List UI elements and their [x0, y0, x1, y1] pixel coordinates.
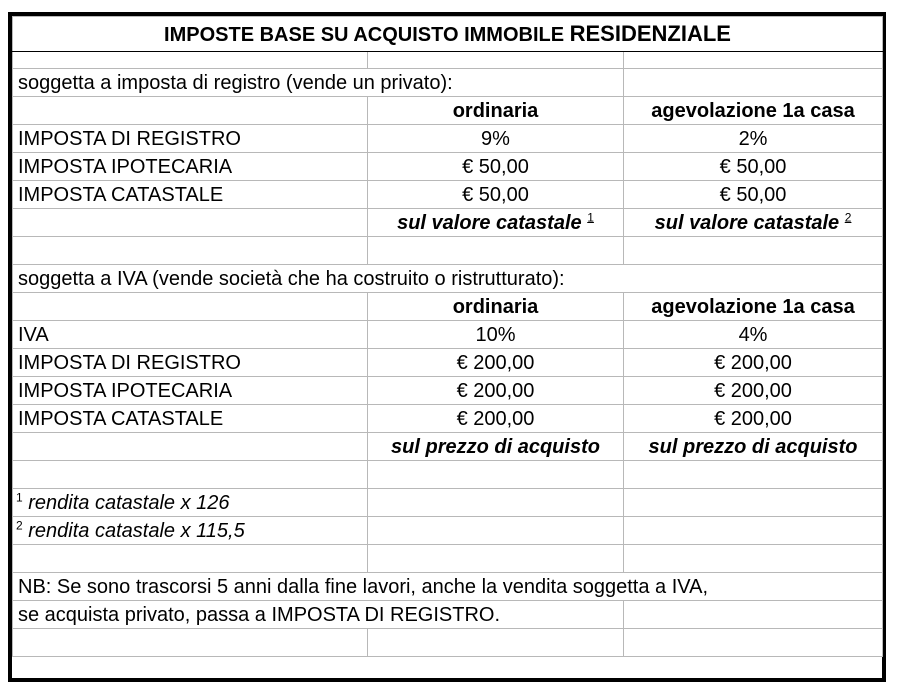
cell[interactable] — [13, 209, 368, 237]
iva-heading-row — [13, 265, 883, 293]
row-label[interactable]: IMPOSTA CATASTALE — [13, 405, 368, 433]
cell[interactable] — [368, 517, 624, 545]
cell[interactable] — [13, 293, 368, 321]
cell[interactable] — [368, 489, 624, 517]
cell[interactable] — [624, 601, 883, 629]
table-row — [13, 125, 883, 153]
value-agevolazione[interactable]: € 200,00 — [624, 405, 883, 433]
cell[interactable] — [368, 629, 624, 657]
cell[interactable] — [624, 461, 883, 489]
registro-columns-row — [13, 97, 883, 125]
cell[interactable] — [368, 52, 624, 69]
table-row — [13, 321, 883, 349]
value-agevolazione[interactable]: 4% — [624, 321, 883, 349]
table-row — [13, 405, 883, 433]
iva-basis-agevolazione[interactable]: sul prezzo di acquisto — [624, 433, 883, 461]
spacer-row — [13, 237, 883, 265]
spacer-row — [13, 629, 883, 657]
footnote-ref: 2 — [844, 209, 852, 224]
table-row — [13, 153, 883, 181]
cell[interactable] — [13, 433, 368, 461]
footnote-row — [13, 517, 883, 545]
table-row — [13, 181, 883, 209]
cell[interactable] — [368, 545, 624, 573]
value-agevolazione[interactable]: € 200,00 — [624, 349, 883, 377]
table-row — [13, 349, 883, 377]
title-emphasis: RESIDENZIALE — [569, 21, 731, 46]
cell[interactable] — [13, 545, 368, 573]
cell[interactable] — [624, 545, 883, 573]
cell[interactable] — [13, 97, 368, 125]
footnote-ref: 1 — [587, 209, 594, 224]
iva-col-agevolazione[interactable]: agevolazione 1a casa — [624, 293, 883, 321]
registro-basis-ordinaria[interactable] — [368, 209, 624, 237]
cell[interactable] — [368, 237, 624, 265]
cell[interactable] — [624, 489, 883, 517]
row-label[interactable]: IMPOSTA CATASTALE — [13, 181, 368, 209]
basis-text: sul valore catastale — [397, 211, 582, 234]
registro-heading-row — [13, 69, 883, 97]
row-label[interactable]: IMPOSTA DI REGISTRO — [13, 349, 368, 377]
note-line-1[interactable]: NB: Se sono trascorsi 5 anni dalla fine lavori, anche la vendita soggetta a IVA, — [13, 573, 883, 601]
title-main: IMPOSTE BASE SU ACQUISTO IMMOBILE — [164, 24, 570, 46]
title-row — [13, 17, 883, 52]
row-label[interactable]: IMPOSTA IPOTECARIA — [13, 153, 368, 181]
sheet-title[interactable] — [13, 17, 883, 52]
value-ordinaria[interactable]: € 200,00 — [368, 349, 624, 377]
value-agevolazione[interactable]: € 50,00 — [624, 153, 883, 181]
row-label[interactable]: IMPOSTA DI REGISTRO — [13, 125, 368, 153]
registro-basis-agevolazione[interactable] — [624, 209, 883, 237]
registro-heading[interactable]: soggetta a imposta di registro (vende un privato): — [13, 69, 624, 97]
value-ordinaria[interactable]: € 200,00 — [368, 405, 624, 433]
footnote-marker: 2 — [16, 517, 23, 532]
row-label[interactable]: IMPOSTA IPOTECARIA — [13, 377, 368, 405]
row-label[interactable]: IVA — [13, 321, 368, 349]
table-row — [13, 377, 883, 405]
footnote-marker: 1 — [16, 489, 23, 504]
cell[interactable] — [368, 461, 624, 489]
iva-heading[interactable]: soggetta a IVA (vende società che ha costruito o ristrutturato): — [13, 265, 883, 293]
note-line-2[interactable]: se acquista privato, passa a IMPOSTA DI REGISTRO. — [13, 601, 624, 629]
value-agevolazione[interactable]: € 200,00 — [624, 377, 883, 405]
footnote-text: rendita catastale x 115,5 — [28, 519, 245, 542]
iva-basis-ordinaria[interactable]: sul prezzo di acquisto — [368, 433, 624, 461]
footnote-text: rendita catastale x 126 — [28, 491, 230, 514]
value-ordinaria[interactable]: € 50,00 — [368, 181, 624, 209]
cell[interactable] — [13, 461, 368, 489]
iva-columns-row — [13, 293, 883, 321]
cell[interactable] — [624, 237, 883, 265]
cell[interactable] — [624, 629, 883, 657]
iva-basis-row — [13, 433, 883, 461]
value-ordinaria[interactable]: 10% — [368, 321, 624, 349]
registro-basis-row — [13, 209, 883, 237]
cell[interactable] — [13, 237, 368, 265]
footnote-row — [13, 489, 883, 517]
registro-col-ordinaria[interactable]: ordinaria — [368, 97, 624, 125]
spacer-row — [13, 52, 883, 69]
footnote-2[interactable] — [13, 517, 368, 545]
cell[interactable] — [13, 52, 368, 69]
spacer-row — [13, 461, 883, 489]
cell[interactable] — [624, 52, 883, 69]
basis-text: sul valore catastale — [654, 211, 840, 234]
cell[interactable] — [624, 69, 883, 97]
value-agevolazione[interactable]: 2% — [624, 125, 883, 153]
iva-col-ordinaria[interactable]: ordinaria — [368, 293, 624, 321]
tax-sheet — [8, 12, 886, 682]
cell[interactable] — [624, 517, 883, 545]
tax-table — [12, 16, 883, 657]
note-row — [13, 573, 883, 601]
note-row — [13, 601, 883, 629]
footnote-1[interactable] — [13, 489, 368, 517]
value-agevolazione[interactable]: € 50,00 — [624, 181, 883, 209]
value-ordinaria[interactable]: 9% — [368, 125, 624, 153]
cell[interactable] — [13, 629, 368, 657]
spacer-row — [13, 545, 883, 573]
registro-col-agevolazione[interactable]: agevolazione 1a casa — [624, 97, 883, 125]
value-ordinaria[interactable]: € 200,00 — [368, 377, 624, 405]
value-ordinaria[interactable]: € 50,00 — [368, 153, 624, 181]
